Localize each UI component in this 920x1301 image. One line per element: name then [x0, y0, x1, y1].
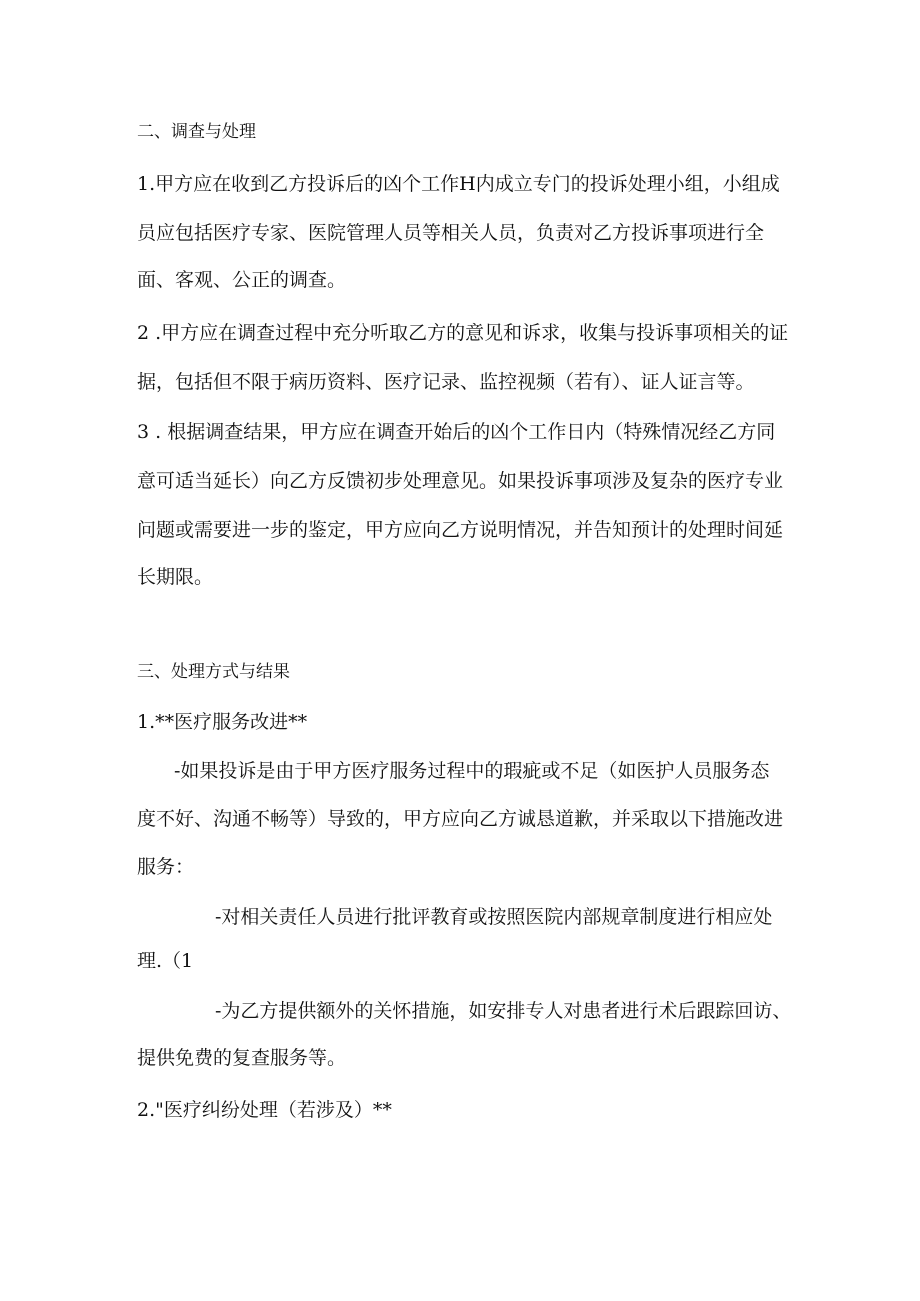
- section-3-item-1-bullet-1-line-1: -对相关责任人员进行批评教育或按照医院内部规章制度进行相应处: [215, 906, 773, 928]
- section-3-heading: 三、处理方式与结果: [137, 662, 290, 682]
- section-2-item-1-line-1: 1.甲方应在收到乙方投诉后的凶个工作H内成立专门的投诉处理小组，小组成: [137, 173, 780, 195]
- section-3-item-1-title: 1.**医疗服务改进**: [137, 711, 308, 733]
- section-2-item-3-line-4: 长期限。: [137, 566, 214, 588]
- section-3-item-2-title: 2."医疗纠纷处理（若涉及）**: [137, 1099, 392, 1121]
- section-3-item-1-bullet-1-line-2: 理.（1: [137, 950, 194, 972]
- section-2-heading: 二、调查与处理: [137, 122, 256, 142]
- section-3-item-1-para-line-3: 服务：: [137, 856, 195, 878]
- section-2-item-3-line-3: 问题或需要进一步的鉴定，甲方应向乙方说明情况，并告知预计的处理时间延: [137, 519, 784, 541]
- section-2-item-2-line-1: 2 .甲方应在调查过程中充分听取乙方的意见和诉求，收集与投诉事项相关的证: [137, 322, 789, 344]
- section-2-item-1-line-3: 面、客观、公正的调查。: [137, 269, 347, 291]
- section-2-item-3-line-2: 意可适当延长）向乙方反馈初步处理意见。如果投诉事项涉及复杂的医疗专业: [137, 470, 784, 492]
- section-3-item-1-para-line-1: -如果投诉是由于甲方医疗服务过程中的瑕疵或不足（如医护人员服务态: [174, 760, 770, 782]
- section-2-item-2-line-2: 据，包括但不限于病历资料、医疗记录、监控视频（若有）、证人证言等。: [137, 371, 755, 393]
- section-2-item-1-line-2: 员应包括医疗专家、医院管理人员等相关人员，负责对乙方投诉事项进行全: [137, 222, 765, 244]
- section-3-item-1-bullet-2-line-1: -为乙方提供额外的关怀措施，如安排专人对患者进行术后跟踪回访、: [215, 1000, 792, 1022]
- section-3-item-1-para-line-2: 度不好、沟通不畅等）导致的，甲方应向乙方诚恳道歉，并采取以下措施改进: [137, 808, 784, 830]
- section-2-item-3-line-1: 3 . 根据调查结果，甲方应在调查开始后的凶个工作日内（特殊情况经乙方同: [137, 421, 776, 443]
- section-3-item-1-bullet-2-line-2: 提供免费的复查服务等。: [137, 1047, 347, 1069]
